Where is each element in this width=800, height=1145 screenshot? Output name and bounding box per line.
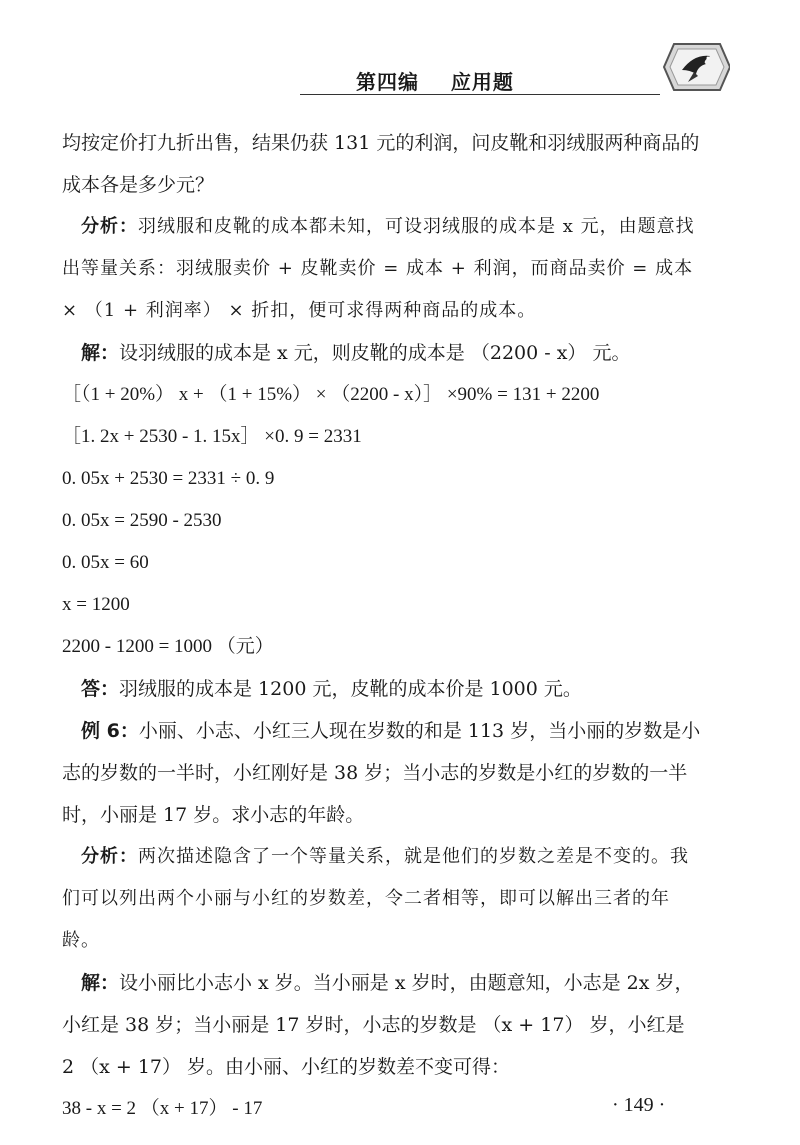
section-title: 第四编 应用题 xyxy=(356,70,514,94)
solution-text: 设羽绒服的成本是 x 元，则皮靴的成本是 （2200 - x） 元。 xyxy=(119,342,631,364)
answer-paragraph xyxy=(62,668,702,710)
solution-label: 解： xyxy=(81,342,120,364)
problem-continuation: 均按定价打九折出售，结果仍获 131 元的利润，问皮靴和羽绒服两种商品的成本各是多少元？ xyxy=(62,132,700,196)
equation-line: 0. 05x = 60 xyxy=(62,552,149,573)
equation-line: 2200 - 1200 = 1000 （元） xyxy=(62,636,274,657)
analysis-paragraph-1 xyxy=(62,206,702,332)
page-number: · 149 · xyxy=(612,1094,666,1116)
equation-line: 0. 05x = 2590 - 2530 xyxy=(62,510,222,531)
running-header xyxy=(300,66,652,98)
page-body xyxy=(62,122,702,1130)
analysis-paragraph-2 xyxy=(62,836,702,962)
solution-text: 设小丽比小志小 x 岁。当小丽是 x 岁时，由题意知，小志是 2x 岁，小红是 38 岁；当小丽是 17 岁时，小志的岁数是 （x + 17） 岁，小红是 2 （x + 17） 岁。由小丽、小红的岁数差不变可得： xyxy=(62,972,694,1078)
solution-label: 解： xyxy=(81,972,120,994)
equation-line: ［（1 + 20%） x + （1 + 15%） × （2200 - x）］ ×90% = 131 + 2200 xyxy=(62,384,600,405)
solution-paragraph-1 xyxy=(62,332,702,374)
equation-line: 38 - x = 2 （x + 17） - 17 xyxy=(62,1098,263,1119)
equation-line: x = 1200 xyxy=(62,594,130,615)
analysis-label: 分析： xyxy=(81,216,138,237)
equation-line: 0. 05x + 2530 = 2331 ÷ 0. 9 xyxy=(62,468,275,489)
analysis-text: 羽绒服和皮靴的成本都未知，可设羽绒服的成本是 x 元，由题意找出等量关系：羽绒服卖价 + 皮靴卖价 = 成本 + 利润，而商品卖价 = 成本 × （1 + 利润率） × 折扣，便可求得两种商品的成本。 xyxy=(62,216,695,321)
solution-paragraph-2 xyxy=(62,962,702,1088)
eagle-emblem-icon xyxy=(660,40,730,94)
answer-label: 答： xyxy=(81,678,120,700)
analysis-label: 分析： xyxy=(81,846,138,867)
header-rule xyxy=(300,94,660,95)
analysis-text: 两次描述隐含了一个等量关系，就是他们的岁数之差是不变的。我们可以列出两个小丽与小红的岁数差，令二者相等，即可以解出三者的年龄。 xyxy=(62,846,689,951)
answer-text: 羽绒服的成本是 1200 元，皮靴的成本价是 1000 元。 xyxy=(119,678,582,700)
equation-line: ［1. 2x + 2530 - 1. 15x］ ×0. 9 = 2331 xyxy=(62,426,362,447)
example-text: 小丽、小志、小红三人现在岁数的和是 113 岁，当小丽的岁数是小志的岁数的一半时，小红刚好是 38 岁；当小志的岁数是小红的岁数的一半时，小丽是 17 岁。求小志的年龄。 xyxy=(62,720,701,826)
example-6-paragraph xyxy=(62,710,702,836)
example-label: 例 6： xyxy=(81,720,139,742)
